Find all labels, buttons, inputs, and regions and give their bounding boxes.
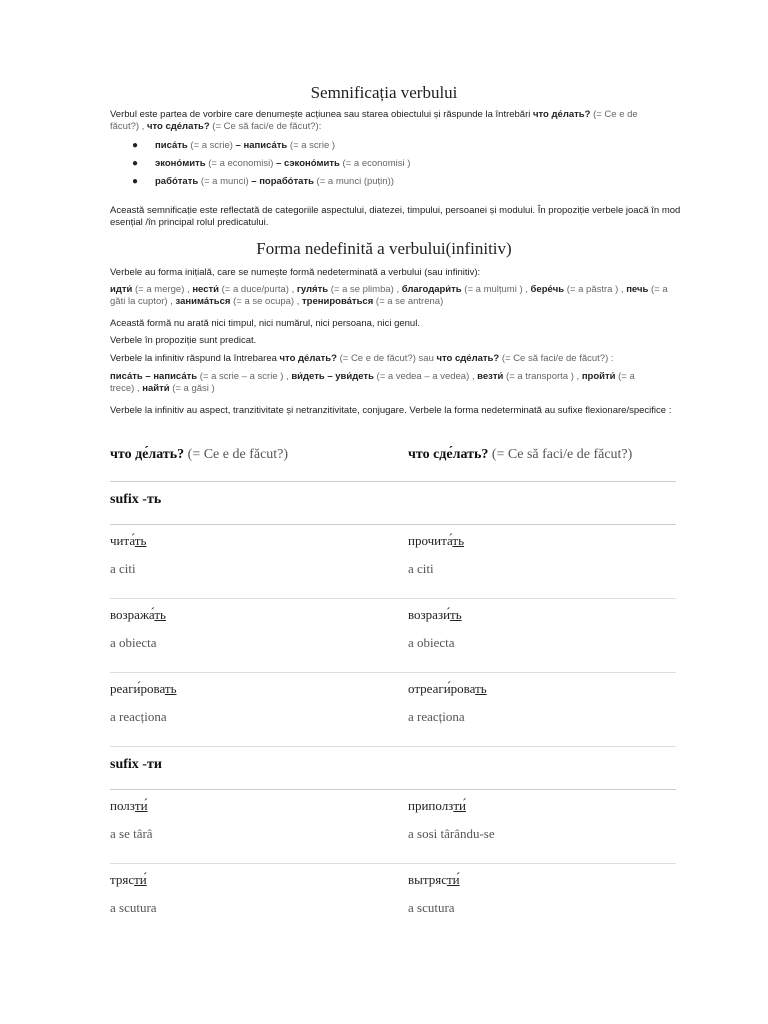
- list-item: [110, 173, 410, 191]
- suffix: ти́: [134, 872, 147, 887]
- header-perfective: [408, 447, 632, 463]
- stem: вытряс: [408, 872, 447, 887]
- gloss: (= a munci (puțin)): [313, 176, 394, 187]
- verb: тренирова́ться: [302, 296, 374, 307]
- verb: благодари́ть: [401, 284, 462, 295]
- intro-text: Verbul este partea de vorbire care denumește acțiunea sau starea obiectului și răspunde la întrebări: [110, 109, 534, 120]
- verb: бере́чь: [530, 284, 565, 295]
- verb: гуля́ть: [296, 284, 329, 295]
- verb: занима́ться: [175, 296, 231, 307]
- paragraph-examples: [110, 284, 684, 308]
- gloss: (= a scrie – a scrie ) ,: [197, 371, 292, 382]
- header-imperfective: [110, 447, 288, 463]
- paragraph-initial-form: Verbele au forma inițială, care se numește formă nedeterminată a verbului (sau infinitiv):: [110, 267, 481, 278]
- question: что де́лать?: [279, 353, 337, 364]
- translation: a reacționa: [408, 709, 465, 724]
- text: Verbele la infinitiv răspund la întrebarea: [110, 353, 280, 364]
- section-label: sufix -ти: [110, 757, 162, 772]
- page-title: Semnificația verbului: [310, 83, 458, 102]
- suffix: ть: [450, 607, 462, 622]
- intro-gloss-2: făcut?) ,: [110, 121, 147, 132]
- verb-perfective: [408, 798, 466, 814]
- gloss: trece) ,: [110, 383, 143, 394]
- question: что де́лать?: [110, 447, 185, 462]
- gloss: (= a economisi): [205, 158, 277, 169]
- section-title-infinitive: Forma nedefinită a verbului(infinitiv): [256, 239, 512, 258]
- verb: ви́деть – уви́деть: [291, 371, 374, 382]
- verb-perfective: [408, 607, 462, 623]
- intro-paragraph: [110, 109, 684, 133]
- paragraph-semantics: Această semnificație este reflectată de categoriile aspectului, diatezei, timpului, persoanei și modului. În propoziție verbele joacă în mod esențial /în principal rolul predicatului.: [110, 205, 681, 228]
- gloss: (= a transporta ) ,: [503, 371, 582, 382]
- stem: реаги́рова: [110, 681, 165, 696]
- stem: возража́: [110, 607, 155, 622]
- gloss: (= a: [615, 371, 635, 382]
- table-row: [110, 599, 676, 673]
- table-row: [110, 525, 676, 599]
- section-suffix-ti: [110, 747, 676, 790]
- verb-imperfective: [110, 533, 146, 549]
- gloss: (= a găsi ): [169, 383, 215, 394]
- intro-gloss-3: (= Ce să faci/e de făcut?):: [209, 121, 322, 132]
- gloss: (= a mulțumi ) ,: [461, 284, 531, 295]
- table-row: [110, 790, 676, 864]
- verb: нести́: [192, 284, 219, 295]
- translation: a citi: [408, 561, 434, 576]
- table-row: [110, 673, 676, 747]
- suffix: ть: [154, 607, 166, 622]
- intro-question-1: что де́лать?: [533, 109, 591, 120]
- verb: написа́ть: [243, 140, 288, 151]
- gloss: (= a păstra ) ,: [564, 284, 627, 295]
- suffix-table: [110, 435, 676, 937]
- question: что сде́лать?: [436, 353, 500, 364]
- suffix: ти́: [453, 798, 466, 813]
- verb-imperfective: [110, 798, 148, 814]
- gloss: (= a se ocupa) ,: [230, 296, 303, 307]
- gloss: (= Ce e de făcut?): [184, 447, 289, 462]
- paragraph-predicate: Verbele în propoziție sunt predicat.: [110, 335, 257, 346]
- translation: a citi: [110, 561, 136, 576]
- dash: –: [251, 176, 260, 187]
- verb-perfective: [408, 872, 460, 888]
- paragraph-suffixes: Verbele la infinitiv au aspect, tranzitivitate și netranzitivitate, conjugare. Verbele la forma nedeterminată au sufixe flexionare/specifice :: [110, 405, 672, 416]
- stem: чита́: [110, 533, 135, 548]
- gloss: (= a duce/purta) ,: [219, 284, 297, 295]
- stem: прочита́: [408, 533, 453, 548]
- suffix: ть: [452, 533, 465, 548]
- example-list: [110, 137, 410, 191]
- translation: a se târâ: [110, 826, 153, 841]
- gloss: (= a economisi ): [339, 158, 411, 169]
- verb: рабо́тать: [155, 176, 199, 187]
- gloss: (= a se antrena): [373, 296, 444, 307]
- verb: порабо́тать: [259, 176, 314, 187]
- question: что сде́лать?: [408, 447, 489, 462]
- verb-imperfective: [110, 681, 177, 697]
- gloss: (= a vedea – a vedea) ,: [373, 371, 478, 382]
- translation: a obiecta: [110, 635, 157, 650]
- stem: тряс: [110, 872, 135, 887]
- suffix: ть: [475, 681, 487, 696]
- verb: писа́ть – написа́ть: [110, 371, 198, 382]
- dash: –: [276, 158, 285, 169]
- paragraph-aspect-examples: [110, 371, 684, 395]
- bullet-icon: ●: [132, 158, 139, 169]
- paragraph-no-tense: Această formă nu arată nici timpul, nici numărul, nici persoana, nici genul.: [110, 318, 420, 329]
- gloss: (= Ce să faci/e de făcut?): [488, 447, 633, 462]
- dash: –: [235, 140, 244, 151]
- stem: отреаги́рова: [408, 681, 476, 696]
- bullet-icon: ●: [132, 176, 139, 187]
- verb-perfective: [408, 681, 487, 697]
- list-item: [110, 137, 410, 155]
- section-suffix-tj: [110, 482, 676, 525]
- stem: возрази́: [408, 607, 451, 622]
- suffix: ть: [164, 681, 177, 696]
- verb: пройти́: [581, 371, 616, 382]
- gloss: (= a merge) ,: [132, 284, 193, 295]
- paragraph-questions: [110, 353, 684, 365]
- intro-gloss-1: (= Ce e de: [590, 109, 638, 120]
- verb-imperfective: [110, 872, 147, 888]
- verb: идти́: [110, 284, 133, 295]
- table-row: [110, 864, 676, 937]
- verb-imperfective: [110, 607, 166, 623]
- list-item: [110, 155, 410, 173]
- stem: полз: [110, 798, 135, 813]
- gloss: (= Ce e de făcut?) sau: [336, 353, 437, 364]
- verb: печь: [626, 284, 649, 295]
- verb: найти́: [142, 383, 170, 394]
- suffix: ть: [134, 533, 147, 548]
- intro-question-2: что сде́лать?: [146, 121, 210, 132]
- translation: a obiecta: [408, 635, 455, 650]
- verb: везти́: [477, 371, 504, 382]
- verb: писа́ть: [155, 140, 188, 151]
- gloss: (= a munci): [198, 176, 252, 187]
- translation: a scutura: [408, 900, 455, 915]
- translation: a reacționa: [110, 709, 167, 724]
- translation: a sosi târându-se: [408, 826, 495, 841]
- gloss: (= Ce să faci/e de făcut?) :: [499, 353, 614, 364]
- verb-perfective: [408, 533, 464, 549]
- gloss: (= a: [648, 284, 668, 295]
- translation: a scutura: [110, 900, 157, 915]
- table-header: [110, 435, 676, 482]
- bullet-icon: ●: [132, 140, 139, 151]
- suffix: ти́: [446, 872, 460, 887]
- section-label: sufix -ть: [110, 492, 162, 507]
- gloss: (= a scrie ): [287, 140, 336, 151]
- gloss: găti la cuptor) ,: [110, 296, 176, 307]
- stem: приполз: [408, 798, 454, 813]
- suffix: ти́: [134, 798, 148, 813]
- gloss: (= a se plimba) ,: [328, 284, 402, 295]
- gloss: (= a scrie): [187, 140, 236, 151]
- verb: сэконо́мить: [284, 158, 340, 169]
- verb: эконо́мить: [155, 158, 206, 169]
